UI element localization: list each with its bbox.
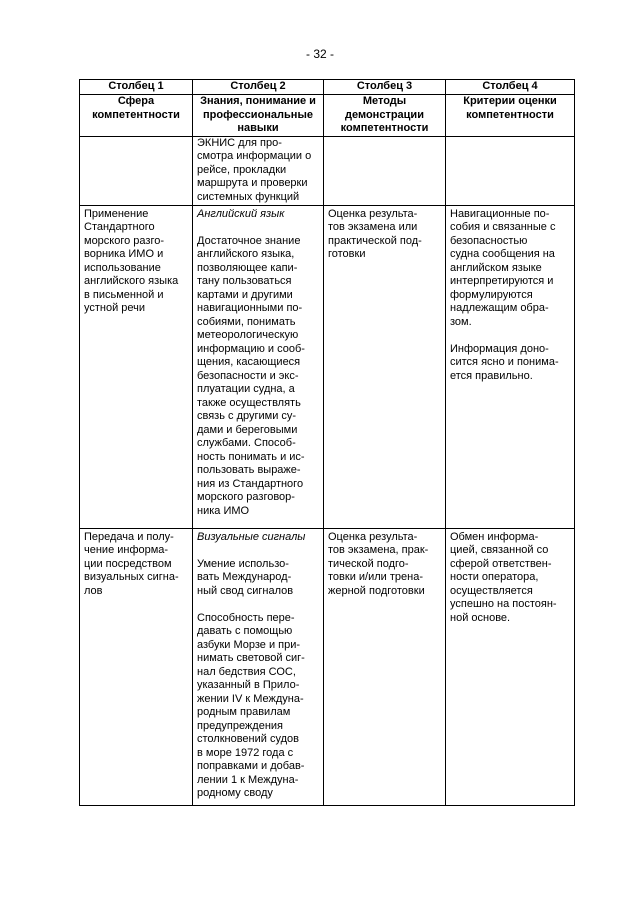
visual-signals-title: Визуальные сигналы	[197, 530, 306, 543]
table-row	[80, 136, 575, 205]
competence-area-header: Сфера компетентности	[80, 95, 193, 137]
criteria-paragraph-1: Навигационные по- собия и связанные с безопасностью судна сообщения на английском языке интерпретируются и формулируются надлежащим обра- зом.	[450, 207, 556, 328]
row-2-competence-cell: Применение Стандартного морского разго- ворника ИМО и использование английского языка в письменной и устной речи	[80, 205, 193, 528]
row-3-methods-cell: Оценка результа- тов экзамена, прак- тической подго- товки и/или трена- жерной подготовки	[324, 528, 446, 805]
row-3-competence-cell: Передача и полу- чение информа- ции посредством визуальных сигна- лов	[80, 528, 193, 805]
evaluation-criteria-header: Критерии оценки компетентности	[446, 95, 575, 137]
column-title-row	[80, 95, 575, 137]
column-3-header: Столбец 3	[324, 80, 446, 95]
row-2-methods-cell: Оценка результа- тов экзамена или практической под- готовки	[324, 205, 446, 528]
row-1-competence-cell	[80, 136, 193, 205]
knowledge-skills-header: Знания, понимание и профессиональные навыки	[193, 95, 324, 137]
row-1-knowledge-cell: ЭКНИС для про- смотра информации о рейсе, прокладки маршрута и проверки системных функций	[193, 136, 324, 205]
page-number: - 32 -	[305, 47, 334, 61]
column-1-header: Столбец 1	[80, 80, 193, 95]
criteria-paragraph-2: Информация доно- сится ясно и понима- ется правильно.	[450, 342, 559, 382]
competence-table	[79, 79, 575, 806]
column-2-header: Столбец 2	[193, 80, 324, 95]
table-row	[80, 205, 575, 528]
row-3-criteria-cell: Обмен информа- цией, связанной со сферой ответствен- ности оператора, осуществляется успешно на постоян- ной основе.	[446, 528, 575, 805]
english-language-body: Достаточное знание английского языка, позволяющее капи- тану пользоваться картами и другими навигационными по- собиями, понимать метеорологическую информацию и сооб- щения, касающиеся безопасности и экс- плуатации судна, а также осуществлять связь с другими су- дами и береговыми службами. Способ- ность понимать и ис- пользовать выраже- ния из Стандартного морского разговор- ника ИМО	[197, 234, 305, 517]
table-row	[80, 528, 575, 805]
column-4-header: Столбец 4	[446, 80, 575, 95]
row-1-methods-cell	[324, 136, 446, 205]
row-3-knowledge-cell	[193, 528, 324, 805]
visual-signals-paragraph-1: Умение использо- вать Международ- ный свод сигналов	[197, 557, 294, 597]
demonstration-methods-header: Методы демонстрации компетентности	[324, 95, 446, 137]
english-language-title: Английский язык	[197, 207, 285, 220]
row-2-criteria-cell	[446, 205, 575, 528]
row-2-knowledge-cell	[193, 205, 324, 528]
column-number-row	[80, 80, 575, 95]
row-1-criteria-cell	[446, 136, 575, 205]
visual-signals-paragraph-2: Способность пере- давать с помощью азбуки Морзе и при- нимать световой сиг- нал бедствия СОС, указанный в Прило- жении IV к Междуна- родным правилам предупреждения столкновений судов в море 1972 года с поправками и добав- лении 1 к Междуна- родному своду	[197, 611, 305, 799]
